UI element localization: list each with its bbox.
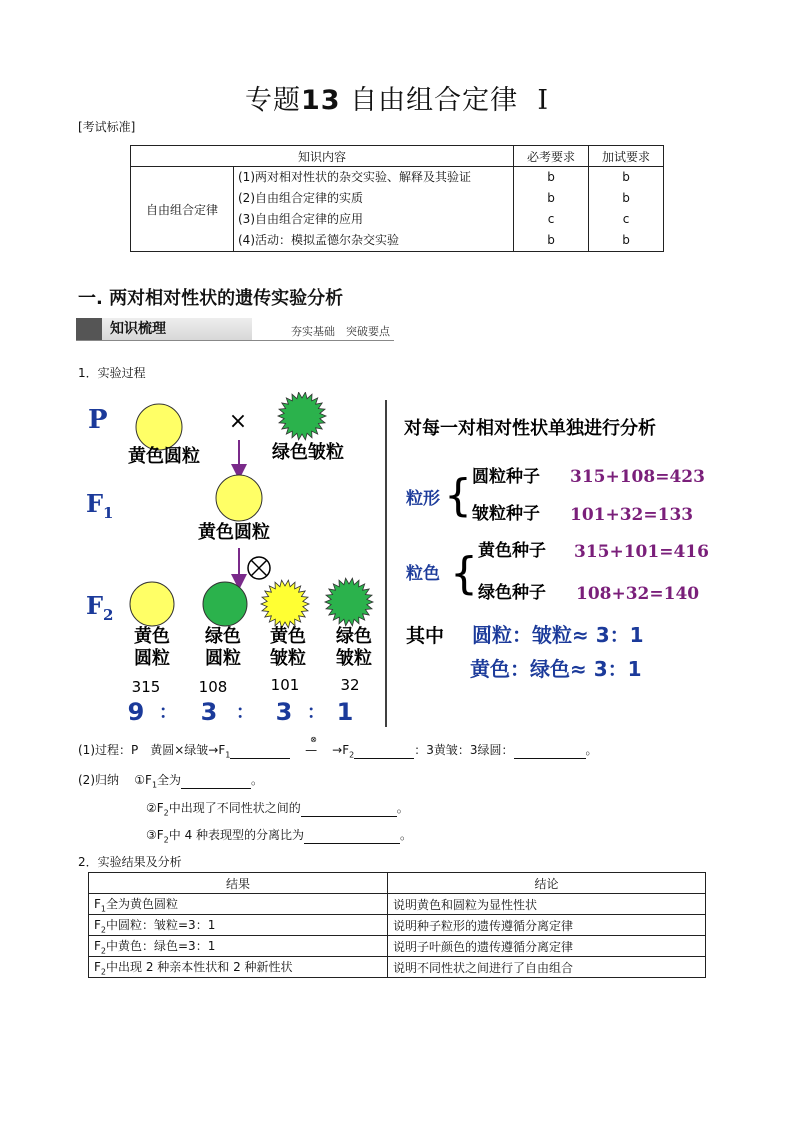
header-required: 必考要求	[514, 146, 589, 167]
cross-sign: ×	[228, 409, 248, 434]
color-brace: {	[450, 548, 478, 599]
required-2: b	[547, 191, 555, 205]
f2-label-3a: 黄色	[270, 626, 306, 647]
f2-count-2: 108	[198, 678, 228, 696]
extra-3: c	[622, 212, 630, 226]
item-4: (4)活动：模拟孟德尔杂交实验	[238, 233, 399, 247]
label-F1: $F_1$	[86, 489, 114, 522]
wrinkled-seed: 皱粒种子	[472, 504, 540, 524]
round-calc: 315+108=423	[570, 467, 705, 487]
item-2: (2)自由组合定律的实质	[238, 191, 363, 205]
color-label: 粒色	[406, 564, 440, 584]
exam-standard-table	[130, 145, 664, 252]
required-1: b	[547, 170, 555, 184]
ratio-3a: 3	[200, 698, 218, 726]
item-1: (1)两对相对性状的杂交实验、解释及其验证	[238, 170, 471, 184]
f2-yellow-wrinkled-seed	[261, 580, 309, 628]
table-row: $F_2$中黄色：绿色=3：1 说明子叶颜色的遗传遵循分离定律	[89, 936, 706, 957]
ratio-3b: 3	[275, 698, 293, 726]
svg-text:：: ：	[159, 702, 177, 723]
summary-line-3: $③F_2$中 4 种表现型的分离比为 。	[146, 828, 413, 845]
f2-yellow-round-seed	[130, 582, 174, 626]
analysis-title: 对每一对相对性状单独进行分析	[404, 418, 656, 439]
green-seed: 绿色种子	[478, 583, 546, 603]
yellow-seed: 黄色种子	[478, 541, 546, 561]
shape-label: 粒形	[406, 489, 440, 509]
label-P: P	[88, 405, 108, 435]
required-4: b	[547, 233, 555, 247]
p-yellow-round-seed	[136, 404, 182, 450]
label-F2: $F_2$	[86, 591, 114, 624]
ratio-color: 黄色：绿色≈ 3：1	[470, 657, 642, 681]
summary-line-2: $②F_2$中出现了不同性状之间的 。	[146, 801, 409, 818]
f2-count-4: 32	[340, 676, 360, 694]
header-extra: 加试要求	[589, 146, 664, 167]
ratio-9: 9	[127, 698, 145, 726]
p-green-wrinkled-seed	[278, 392, 326, 440]
required-3: c	[547, 212, 555, 226]
required-cell	[514, 167, 589, 252]
exam-standard-label: [考试标准]	[78, 120, 136, 134]
table-row: $F_1$全为黄色圆粒 说明黄色和圆粒为显性性状	[89, 894, 706, 915]
bar-subtitle: 夯实基础 突破要点	[291, 325, 390, 338]
subsection-2: 2．实验结果及分析	[78, 855, 182, 869]
extra-cell	[589, 167, 664, 252]
f2-label-3b: 皱粒	[270, 648, 306, 669]
round-seed: 圆粒种子	[472, 467, 540, 487]
svg-text:：: ：	[236, 702, 254, 723]
item-3: (3)自由组合定律的应用	[238, 212, 363, 226]
green-calc: 108+32=140	[576, 584, 700, 604]
header-conclusion: 结论	[388, 873, 706, 894]
f2-label-2a: 绿色	[205, 626, 241, 647]
header-result: 结果	[89, 873, 388, 894]
among-label: 其中	[406, 625, 445, 647]
extra-2: b	[622, 191, 630, 205]
p-yellow-round-label: 黄色圆粒	[128, 446, 200, 467]
table-row: $F_2$中圆粒：皱粒=3：1 说明种子粒形的遗传遵循分离定律	[89, 915, 706, 936]
f2-label-4b: 皱粒	[336, 648, 372, 669]
experiment-diagram	[80, 392, 720, 732]
subsection-1: 1．实验过程	[78, 366, 146, 380]
summary-line-1: (2)归纳 $①F_1$全为 。	[78, 773, 264, 790]
topic-cell: 自由组合定律	[131, 167, 234, 252]
extra-1: b	[622, 170, 630, 184]
svg-text:：: ：	[307, 702, 325, 723]
yellow-calc: 315+101=416	[574, 542, 709, 562]
f2-green-wrinkled-seed	[325, 578, 373, 626]
shape-brace: {	[444, 470, 472, 521]
f2-label-4a: 绿色	[336, 626, 372, 647]
bar-label: 知识梳理	[102, 318, 252, 340]
f2-label-1a: 黄色	[134, 626, 170, 647]
page-title: 专题13 自由组合定律 Ⅰ	[244, 85, 549, 116]
f2-count-1: 315	[131, 678, 161, 696]
items-cell	[234, 167, 514, 252]
f2-label-2b: 圆粒	[205, 648, 241, 669]
knowledge-bar	[76, 318, 394, 341]
table-row: $F_2$中出现 2 种亲本性状和 2 种新性状 说明不同性状之间进行了自由组合	[89, 957, 706, 978]
header-knowledge: 知识内容	[131, 146, 514, 167]
f2-label-1b: 圆粒	[134, 648, 170, 669]
wrinkled-calc: 101+32=133	[570, 505, 694, 525]
p-green-wrinkled-label: 绿色皱粒	[272, 442, 344, 463]
section-heading: 一. 两对相对性状的遗传实验分析	[78, 288, 344, 309]
f1-yellow-round-seed	[216, 475, 262, 521]
bar-marker	[76, 318, 102, 340]
process-line: (1)过程：P 黄圆×绿皱$\to F_1$ ⊗ — $\to F_2$ ：3黄皱：3绿圆： 。	[78, 735, 598, 760]
ratio-1: 1	[336, 698, 354, 726]
f2-green-round-seed	[203, 582, 247, 626]
ratio-shape: 圆粒：皱粒≈ 3：1	[472, 623, 644, 647]
results-table	[88, 872, 706, 978]
extra-4: b	[622, 233, 630, 247]
f2-count-3: 101	[270, 676, 300, 694]
f1-label: 黄色圆粒	[198, 522, 270, 543]
